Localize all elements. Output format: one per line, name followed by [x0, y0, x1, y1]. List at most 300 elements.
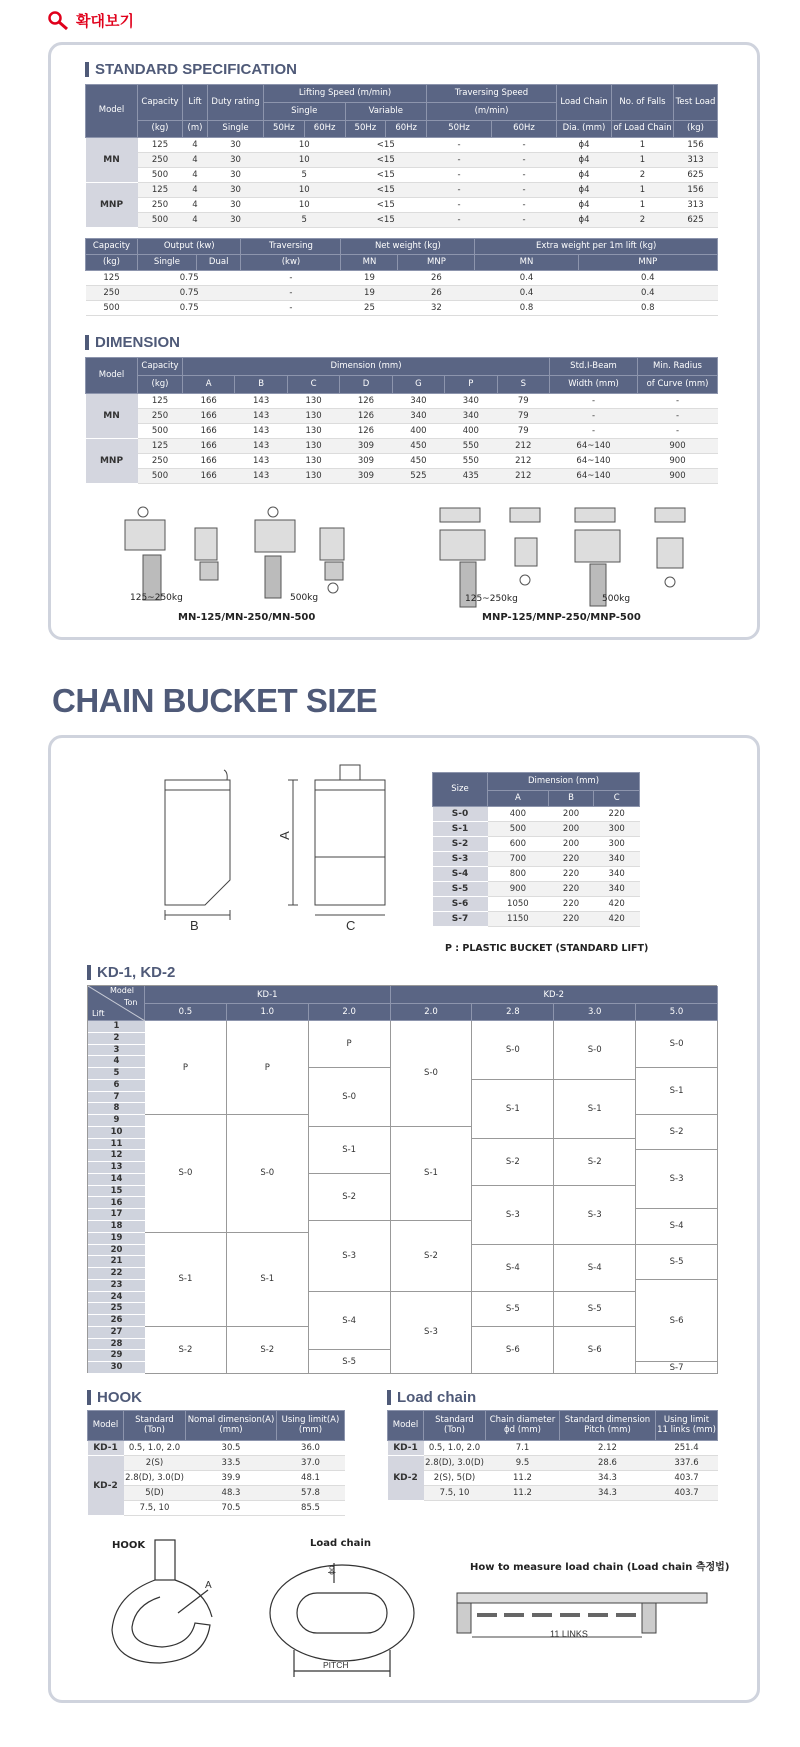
table-cell: 34.3 — [559, 1486, 655, 1501]
table-cell: 4 — [183, 138, 208, 153]
table-cell: - — [638, 394, 718, 409]
lift-number: 25 — [88, 1303, 145, 1315]
model-cell: KD-2 — [388, 1456, 424, 1501]
table-cell: 26 — [398, 286, 475, 301]
th-size: Size — [433, 773, 488, 807]
bucket-cell: S-2 — [309, 1174, 391, 1221]
table-row — [88, 1501, 345, 1516]
kd-title: KD-1, KD-2 — [87, 965, 175, 980]
table-cell: - — [638, 409, 718, 424]
chain-pitch-label: PITCH — [323, 1660, 349, 1670]
table-cell: 48.3 — [186, 1486, 277, 1501]
output-body — [86, 271, 718, 316]
table-row — [388, 1471, 718, 1486]
table-cell: 4 — [183, 153, 208, 168]
table-cell: - — [638, 424, 718, 439]
table-cell: 900 — [638, 454, 718, 469]
table-cell: ϕ4 — [557, 183, 612, 198]
dimension-table — [85, 357, 718, 484]
bucket-cell: S-0 — [554, 1021, 636, 1080]
lift-number: 21 — [88, 1256, 145, 1268]
table-row — [388, 1441, 718, 1456]
bucket-cell: S-3 — [636, 1150, 718, 1209]
table-cell: 420 — [594, 912, 640, 927]
table-row — [86, 394, 718, 409]
lift-number: 30 — [88, 1362, 145, 1374]
lift-number: 27 — [88, 1327, 145, 1339]
table-cell: 19 — [341, 271, 398, 286]
table-cell: 500 — [138, 424, 183, 439]
table-cell: ϕ4 — [557, 213, 612, 228]
table-cell: 30 — [208, 168, 264, 183]
th-single: Single — [264, 103, 346, 121]
table-cell: 57.8 — [277, 1486, 345, 1501]
table-cell: 300 — [594, 822, 640, 837]
bucket-cell: S-4 — [309, 1292, 391, 1351]
table-cell: 313 — [674, 153, 718, 168]
th-trav-unit: (m/min) — [427, 103, 557, 121]
size-cell: S-7 — [433, 912, 488, 927]
th-col: C — [287, 376, 339, 394]
table-cell: 7.1 — [486, 1441, 560, 1456]
th-lifting: Lifting Speed (m/min) — [264, 85, 427, 103]
table-cell: 1 — [612, 153, 674, 168]
table-cell: 33.5 — [186, 1456, 277, 1471]
bucket-cell: S-5 — [636, 1245, 718, 1280]
th-c: C — [594, 791, 640, 807]
bucket-cell: S-2 — [636, 1115, 718, 1150]
bucket-cell: S-3 — [309, 1221, 391, 1292]
th-col: B — [235, 376, 287, 394]
th-b: B — [548, 791, 594, 807]
std-spec-body — [86, 138, 718, 228]
table-cell: 0.4 — [578, 271, 717, 286]
table-cell: 0.8 — [475, 301, 578, 316]
table-cell: 7.5, 10 — [424, 1486, 486, 1501]
th-capacity: Capacity — [138, 85, 183, 121]
th-single: Single — [138, 255, 197, 271]
table-cell: 500 — [138, 168, 183, 183]
table-cell: 143 — [235, 469, 287, 484]
hook-table — [87, 1410, 345, 1516]
kd-lift-grid — [87, 985, 717, 1373]
th-duty: Duty rating — [208, 85, 264, 121]
table-row — [86, 439, 718, 454]
table-cell: - — [427, 183, 492, 198]
table-cell: 36.0 — [277, 1441, 345, 1456]
table-cell: 125 — [138, 183, 183, 198]
model-cell: KD-1 — [388, 1441, 424, 1456]
table-cell: 125 — [138, 394, 183, 409]
table-cell: 5 — [264, 168, 346, 183]
th-mn: MN — [475, 255, 578, 271]
table-row — [433, 822, 640, 837]
th-dimension: Dimension (mm) — [183, 358, 550, 376]
table-cell: 166 — [183, 409, 235, 424]
th-std: Standard — [135, 1414, 174, 1425]
table-cell: 400 — [445, 424, 497, 439]
size-cell: S-6 — [433, 897, 488, 912]
kd2-header: KD-2 — [391, 986, 718, 1004]
mn-caption: MN-125/MN-250/MN-500 — [178, 612, 316, 623]
th-50hz: 50Hz — [427, 121, 492, 138]
th-60hz: 60Hz — [492, 121, 557, 138]
table-cell: - — [427, 198, 492, 213]
table-row — [86, 301, 718, 316]
th-kg: (kg) — [138, 121, 183, 138]
table-cell: <15 — [345, 213, 427, 228]
th-60hz: 60Hz — [386, 121, 427, 138]
table-cell: 156 — [674, 138, 718, 153]
table-cell: 450 — [392, 439, 444, 454]
table-cell: - — [550, 409, 638, 424]
table-row — [433, 897, 640, 912]
table-cell: 500 — [86, 301, 138, 316]
th-net: Net weight (kg) — [341, 239, 475, 255]
lift-number: 7 — [88, 1092, 145, 1104]
table-cell: 125 — [138, 138, 183, 153]
table-cell: 126 — [340, 424, 392, 439]
links-label: 11 LINKS — [550, 1629, 588, 1639]
table-cell: 126 — [340, 394, 392, 409]
lift-number: 3 — [88, 1045, 145, 1057]
table-cell: 1 — [612, 183, 674, 198]
table-cell: 420 — [594, 897, 640, 912]
bucket-cell: S-0 — [472, 1021, 554, 1080]
bucket-cell: S-2 — [227, 1327, 309, 1374]
lift-number: 2 — [88, 1033, 145, 1045]
table-cell: 166 — [183, 424, 235, 439]
table-row — [433, 837, 640, 852]
table-cell: 2(S) — [124, 1456, 186, 1471]
bucket-cell: P — [145, 1021, 227, 1115]
table-cell: 220 — [548, 912, 594, 927]
table-cell: 143 — [235, 454, 287, 469]
table-cell: ϕ4 — [557, 153, 612, 168]
table-cell: ϕ4 — [557, 168, 612, 183]
table-cell: 30 — [208, 138, 264, 153]
ton-header: 1.0 — [227, 1004, 309, 1021]
th-duty-single: Single — [208, 121, 264, 138]
table-cell: <15 — [345, 183, 427, 198]
table-cell: 200 — [548, 807, 594, 822]
th-beam-unit: Width (mm) — [550, 376, 638, 394]
bucket-cell: S-1 — [309, 1127, 391, 1174]
size-cell: S-3 — [433, 852, 488, 867]
table-cell: 125 — [138, 439, 183, 454]
model-cell: MNP — [86, 183, 138, 228]
table-cell: 143 — [235, 439, 287, 454]
chain-bucket-title: CHAIN BUCKET SIZE — [52, 682, 378, 719]
table-cell: 340 — [445, 409, 497, 424]
zoom-link[interactable] — [48, 10, 134, 31]
th-pitch: Pitch (mm) — [584, 1424, 631, 1435]
table-cell: - — [241, 301, 341, 316]
table-cell: 435 — [445, 469, 497, 484]
table-cell: - — [427, 213, 492, 228]
th-ton: (Ton) — [444, 1424, 465, 1435]
lift-number: 29 — [88, 1350, 145, 1362]
bucket-cell: S-6 — [472, 1327, 554, 1374]
table-cell: <15 — [345, 138, 427, 153]
lift-number: 22 — [88, 1268, 145, 1280]
bucket-cell: S-2 — [391, 1221, 473, 1292]
table-cell: 212 — [497, 439, 549, 454]
th-extra: Extra weight per 1m lift (kg) — [475, 239, 718, 255]
table-cell: 30 — [208, 183, 264, 198]
lift-number: 12 — [88, 1150, 145, 1162]
table-cell: 340 — [594, 852, 640, 867]
table-row — [86, 286, 718, 301]
std-spec-table — [85, 84, 718, 228]
bucket-cell: S-2 — [145, 1327, 227, 1374]
table-cell: 4 — [183, 183, 208, 198]
table-cell: 2.12 — [559, 1441, 655, 1456]
th-beam: Std.I-Beam — [550, 358, 638, 376]
th-mm: (mm) — [298, 1424, 323, 1435]
table-cell: 5(D) — [124, 1486, 186, 1501]
model-cell: KD-2 — [88, 1456, 124, 1516]
table-cell: 0.75 — [138, 286, 241, 301]
size-cell: S-5 — [433, 882, 488, 897]
bucket-cell: S-0 — [227, 1115, 309, 1233]
th-falls-unit: of Load Chain — [612, 121, 674, 138]
table-cell: 309 — [340, 454, 392, 469]
hook-drawing — [100, 1535, 250, 1670]
lift-number: 13 — [88, 1162, 145, 1174]
th-lim: Using limit(A) — [281, 1414, 340, 1425]
bucket-cell: S-1 — [391, 1127, 473, 1221]
lift-number: 26 — [88, 1315, 145, 1327]
th-col: S — [497, 376, 549, 394]
th-dia-unit: ϕd (mm) — [504, 1424, 541, 1435]
lift-number: 24 — [88, 1292, 145, 1304]
size-cell: S-4 — [433, 867, 488, 882]
mnp-caption: MNP-125/MNP-250/MNP-500 — [482, 612, 641, 623]
bucket-cell: S-1 — [636, 1068, 718, 1115]
corner-model: Model — [110, 986, 135, 995]
size-cell: S-2 — [433, 837, 488, 852]
th-col: G — [392, 376, 444, 394]
table-cell: 166 — [183, 439, 235, 454]
th-kg: (kg) — [674, 121, 718, 138]
table-row — [388, 1486, 718, 1501]
lift-number: 28 — [88, 1339, 145, 1351]
chain-d-label: ϕd — [325, 1565, 336, 1575]
table-row — [86, 409, 718, 424]
table-cell: - — [427, 153, 492, 168]
table-cell: 25 — [341, 301, 398, 316]
table-cell: 1 — [612, 138, 674, 153]
std-spec-title: STANDARD SPECIFICATION — [85, 62, 297, 77]
table-cell: 400 — [392, 424, 444, 439]
th-m: (m) — [183, 121, 208, 138]
table-row — [433, 867, 640, 882]
fig-label: 500kg — [290, 593, 319, 603]
table-cell: 70.5 — [186, 1501, 277, 1516]
table-cell: 130 — [287, 424, 339, 439]
table-cell: 340 — [392, 394, 444, 409]
table-cell: 11.2 — [486, 1486, 560, 1501]
table-row — [86, 469, 718, 484]
table-cell: 64~140 — [550, 469, 638, 484]
table-row — [86, 213, 718, 228]
th-test: Test Load — [674, 85, 718, 121]
bucket-cell: S-4 — [472, 1245, 554, 1292]
th-model: Model — [86, 85, 138, 138]
table-cell: 34.3 — [559, 1471, 655, 1486]
lift-number: 18 — [88, 1221, 145, 1233]
table-cell: 4 — [183, 168, 208, 183]
lift-number: 8 — [88, 1103, 145, 1115]
lift-number: 9 — [88, 1115, 145, 1127]
th-col: P — [445, 376, 497, 394]
table-cell: <15 — [345, 168, 427, 183]
fig-label: 500kg — [602, 594, 631, 604]
hook-label-a: A — [205, 1580, 212, 1591]
th-mnp: MNP — [578, 255, 717, 271]
bucket-cell: S-5 — [554, 1292, 636, 1327]
kd1-header: KD-1 — [145, 986, 391, 1004]
table-cell: - — [492, 213, 557, 228]
table-cell: 143 — [235, 394, 287, 409]
table-cell: 1150 — [488, 912, 549, 927]
table-cell: 250 — [86, 286, 138, 301]
table-cell: 403.7 — [656, 1471, 718, 1486]
table-cell: 220 — [594, 807, 640, 822]
table-cell: - — [492, 138, 557, 153]
table-cell: 130 — [287, 394, 339, 409]
table-row — [88, 1471, 345, 1486]
table-cell: 625 — [674, 213, 718, 228]
bucket-cell: S-1 — [227, 1233, 309, 1327]
th-output: Output (kw) — [138, 239, 241, 255]
corner-ton: Ton — [124, 998, 138, 1007]
table-cell: 250 — [138, 454, 183, 469]
table-cell: 309 — [340, 439, 392, 454]
table-row — [86, 168, 718, 183]
table-cell: 143 — [235, 424, 287, 439]
table-row — [88, 1441, 345, 1456]
model-cell: MN — [86, 138, 138, 183]
bucket-body — [433, 807, 640, 927]
table-cell: 0.4 — [475, 286, 578, 301]
th-lim: Using limit — [663, 1414, 710, 1425]
table-cell: 200 — [548, 822, 594, 837]
plastic-note: P : PLASTIC BUCKET (STANDARD LIFT) — [445, 943, 649, 954]
th-dual: Dual — [196, 255, 241, 271]
table-cell: 550 — [445, 439, 497, 454]
table-cell: 130 — [287, 439, 339, 454]
corner-lift: Lift — [92, 1009, 105, 1018]
lift-number: 19 — [88, 1233, 145, 1245]
th-falls: No. of Falls — [612, 85, 674, 121]
table-cell: 79 — [497, 409, 549, 424]
th-a: A — [488, 791, 549, 807]
table-cell: 309 — [340, 469, 392, 484]
table-cell: 64~140 — [550, 439, 638, 454]
th-mnp: MNP — [398, 255, 475, 271]
bucket-label-b: B — [190, 918, 199, 933]
th-col: D — [340, 376, 392, 394]
bucket-cell: S-0 — [391, 1021, 473, 1127]
th-lift: Lift — [183, 85, 208, 121]
table-cell: 130 — [287, 409, 339, 424]
table-cell: 500 — [138, 469, 183, 484]
table-cell: 300 — [594, 837, 640, 852]
table-cell: - — [427, 168, 492, 183]
table-row — [86, 183, 718, 198]
lift-number: 5 — [88, 1068, 145, 1080]
table-cell: 166 — [183, 394, 235, 409]
th-mm: (mm) — [219, 1424, 243, 1435]
table-cell: ϕ4 — [557, 198, 612, 213]
fig-label: 125~250kg — [465, 594, 518, 604]
bucket-cell: S-7 — [636, 1362, 718, 1374]
fig-label: 125~250kg — [130, 593, 183, 603]
table-cell: 525 — [392, 469, 444, 484]
table-cell: 130 — [287, 454, 339, 469]
table-cell: 32 — [398, 301, 475, 316]
bucket-cell: S-6 — [554, 1327, 636, 1374]
table-row — [433, 912, 640, 927]
table-cell: 250 — [138, 409, 183, 424]
table-cell: 0.5, 1.0, 2.0 — [124, 1441, 186, 1456]
table-cell: 340 — [445, 394, 497, 409]
th-dia: Chain diameter — [489, 1414, 556, 1425]
th-radius: Min. Radius — [638, 358, 718, 376]
table-cell: - — [241, 286, 341, 301]
table-cell: 625 — [674, 168, 718, 183]
th-traversing: Traversing — [241, 239, 341, 255]
bucket-label-a: A — [276, 831, 292, 840]
table-cell: 2 — [612, 213, 674, 228]
table-row — [86, 153, 718, 168]
th-std: Standard — [435, 1414, 474, 1425]
th-nom: Nomal dimension(A) — [187, 1414, 275, 1425]
th-capacity: Capacity — [86, 239, 138, 255]
table-cell: 212 — [497, 469, 549, 484]
table-cell: 250 — [138, 198, 183, 213]
bucket-cell: S-1 — [145, 1233, 227, 1327]
table-cell: 5 — [264, 213, 346, 228]
table-cell: - — [427, 138, 492, 153]
table-cell: 125 — [86, 271, 138, 286]
bucket-cell: S-1 — [554, 1080, 636, 1139]
bucket-cell: P — [227, 1021, 309, 1115]
table-cell: 220 — [548, 867, 594, 882]
table-cell: 550 — [445, 454, 497, 469]
chain-title: Load chain — [387, 1390, 476, 1405]
table-cell: 1 — [612, 198, 674, 213]
bucket-cell: S-1 — [472, 1080, 554, 1139]
chain-body — [388, 1441, 718, 1501]
size-cell: S-0 — [433, 807, 488, 822]
table-cell: 11.2 — [486, 1471, 560, 1486]
hook-title: HOOK — [87, 1390, 142, 1405]
table-row — [86, 454, 718, 469]
table-cell: 30.5 — [186, 1441, 277, 1456]
bucket-cell: S-4 — [636, 1209, 718, 1244]
table-cell: 30 — [208, 153, 264, 168]
table-cell: - — [492, 198, 557, 213]
bucket-cell: S-5 — [309, 1350, 391, 1374]
table-cell: 79 — [497, 394, 549, 409]
bucket-cell: S-2 — [472, 1139, 554, 1186]
table-cell: 10 — [264, 183, 346, 198]
table-cell: 64~140 — [550, 454, 638, 469]
table-cell: 166 — [183, 469, 235, 484]
